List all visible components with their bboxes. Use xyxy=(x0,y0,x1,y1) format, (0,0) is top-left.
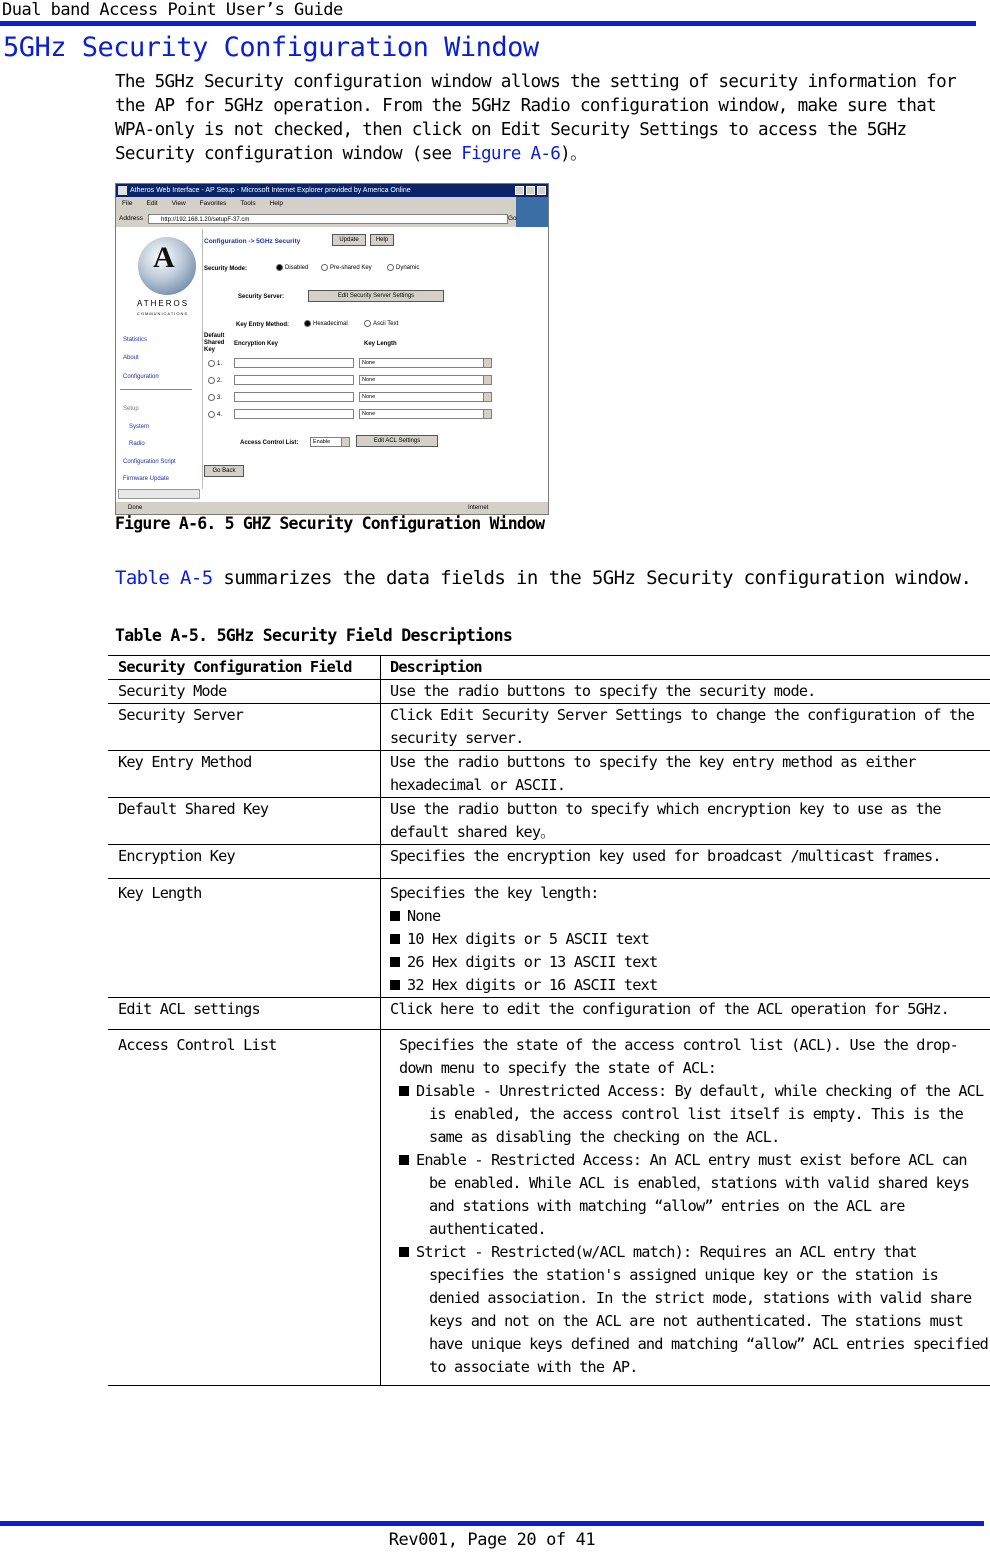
browser-logo-icon xyxy=(516,197,548,227)
acl-label: Access Control List: xyxy=(240,440,299,446)
list-item xyxy=(399,1241,990,1379)
key-number: 3. xyxy=(217,395,223,402)
key-length-select-3[interactable] xyxy=(359,392,492,402)
menu-favorites[interactable]: Favorites xyxy=(199,200,227,207)
status-done: Done xyxy=(128,505,143,511)
encryption-key-input-3[interactable] xyxy=(234,392,354,402)
intro-text-before: The 5GHz Security configuration window allows the setting of security information for the AP for 5GHz operation. From the 5GHz Radio configuration window, make sure that WPA-only is not checked, then click on Edit Security Settings to access the 5GHz Security configuration window (see xyxy=(115,72,956,164)
page-footer: Rev001, Page 20 of 41 xyxy=(388,1530,596,1550)
go-button[interactable]: Go xyxy=(508,215,517,222)
intro-text-after: )。 xyxy=(560,144,587,164)
field-name: Key Length xyxy=(108,879,381,998)
breadcrumb: Configuration -> 5GHz Security xyxy=(204,238,301,245)
table-row xyxy=(108,1030,990,1386)
key-row-1[interactable] xyxy=(208,360,222,367)
radio-icon xyxy=(208,360,215,367)
table-row xyxy=(108,998,990,1030)
key-number: 4. xyxy=(217,412,223,419)
ascii-label: Ascii Text xyxy=(373,321,399,328)
key-number: 1. xyxy=(217,361,223,368)
edit-security-server-button[interactable]: Edit Security Server Settings xyxy=(308,290,444,302)
encryption-key-input-1[interactable] xyxy=(234,358,354,368)
chevron-down-icon xyxy=(341,438,349,446)
table-link[interactable]: Table A-5 xyxy=(115,567,213,589)
intro-paragraph xyxy=(115,70,985,166)
footer-rule xyxy=(0,1521,984,1526)
mode-dynamic-radio[interactable] xyxy=(387,264,419,271)
help-button[interactable]: Help xyxy=(370,234,394,246)
field-description-list xyxy=(381,879,990,998)
key-row-4[interactable] xyxy=(208,411,222,418)
list-item xyxy=(390,974,990,997)
list-intro: Specifies the state of the access control list (ACL). Use the drop-down menu to specify the state of ACL: xyxy=(399,1036,959,1077)
minimize-icon[interactable] xyxy=(515,186,524,195)
key-length-select-1[interactable] xyxy=(359,358,492,368)
list-intro: Specifies the key length: xyxy=(390,884,599,902)
list-item-text: Disable - Unrestricted Access: By default, while checking of the ACL is enabled, the access control list itself is empty. This is the same as disabling the checking on the ACL. xyxy=(416,1082,984,1146)
screenshot-figure xyxy=(115,183,549,515)
field-description: Use the radio buttons to specify the security mode. xyxy=(381,680,990,704)
key-length-value: None xyxy=(362,394,376,400)
mode-disabled-radio[interactable] xyxy=(276,264,308,271)
nav-system[interactable]: System xyxy=(129,424,150,430)
list-item xyxy=(399,1080,990,1149)
menu-view[interactable]: View xyxy=(171,200,186,207)
list-item-text: None xyxy=(407,907,441,925)
address-label: Address xyxy=(119,215,143,222)
document-header-title: Dual band Access Point User’s Guide xyxy=(2,0,343,20)
hex-radio[interactable] xyxy=(304,320,348,327)
column-header-description: Description xyxy=(381,656,990,680)
table-header-row xyxy=(108,656,990,680)
key-length-value: None xyxy=(362,411,376,417)
status-internet: Internet xyxy=(468,505,489,511)
browser-menubar xyxy=(116,197,548,211)
table-row xyxy=(108,879,990,998)
field-descriptions-table xyxy=(108,655,990,1386)
key-length-select-4[interactable] xyxy=(359,409,492,419)
bullet-square-icon xyxy=(399,1155,409,1165)
nav-statistics[interactable]: Statistics xyxy=(123,337,148,343)
list-item xyxy=(399,1149,990,1241)
sidebar xyxy=(118,229,200,489)
mode-preshared-label: Pre-shared Key xyxy=(330,265,372,272)
menu-file[interactable]: File xyxy=(122,200,133,207)
acl-select[interactable] xyxy=(310,437,350,447)
list-item xyxy=(390,905,990,928)
table-caption: Table A-5. 5GHz Security Field Descriptions xyxy=(115,626,513,645)
field-description: Specifies the encryption key used for broadcast /multicast frames. xyxy=(381,845,990,879)
close-icon[interactable] xyxy=(537,186,546,195)
nav-about[interactable]: About xyxy=(123,355,139,361)
key-length-select-2[interactable] xyxy=(359,375,492,385)
chevron-down-icon xyxy=(483,393,491,401)
key-row-3[interactable] xyxy=(208,394,222,401)
sidebar-separator xyxy=(202,229,203,489)
bullet-square-icon xyxy=(390,980,400,990)
figure-link[interactable]: Figure A-6 xyxy=(461,144,561,164)
radio-icon xyxy=(364,320,371,327)
list-item-text: Enable - Restricted Access: An ACL entry must exist before ACL can be enabled. While ACL is enabled，stations with valid shared keys and stations with matching “allow” entries on the ACL are authenticated. xyxy=(416,1151,970,1238)
field-name: Access Control List xyxy=(108,1030,381,1386)
acl-value: Enable xyxy=(313,439,331,445)
key-number: 2. xyxy=(217,378,223,385)
list-item-text: Strict - Restricted(w/ACL match): Requires an ACL entry that specifies the station's assigned unique key or the station is denied association. In the strict mode, stations with valid share keys and not on the ACL are not authenticated. The stations must have unique keys defined and matching “allow” ACL entries specified to associate with the AP. xyxy=(416,1243,989,1376)
encryption-key-input-2[interactable] xyxy=(234,375,354,385)
column-header-field: Security Configuration Field xyxy=(108,656,381,680)
nav-radio[interactable]: Radio xyxy=(129,441,145,447)
mode-dynamic-label: Dynamic xyxy=(396,265,420,272)
field-name: Encryption Key xyxy=(108,845,381,879)
radio-icon xyxy=(208,377,215,384)
nav-configuration[interactable]: Configuration xyxy=(123,374,159,380)
field-description-list xyxy=(381,1030,990,1386)
figure-caption: Figure A-6. 5 GHZ Security Configuration Window xyxy=(115,514,545,533)
field-name: Edit ACL settings xyxy=(108,998,381,1030)
field-description: Use the radio buttons to specify the key entry method as either hexadecimal or ASCII. xyxy=(381,751,990,798)
summary-text: summarizes the data fields in the 5GHz Security configuration window. xyxy=(212,567,972,589)
mode-preshared-radio[interactable] xyxy=(321,264,372,271)
menu-help[interactable]: Help xyxy=(269,200,283,207)
bullet-square-icon xyxy=(390,957,400,967)
logo-subtext: COMMUNICATIONS xyxy=(137,311,189,316)
key-length-value: None xyxy=(362,360,376,366)
radio-icon xyxy=(208,411,215,418)
radio-icon xyxy=(208,394,215,401)
table-row xyxy=(108,704,990,751)
table-row xyxy=(108,798,990,845)
bullet-square-icon xyxy=(399,1247,409,1257)
radio-selected-icon xyxy=(276,264,283,271)
hex-label: Hexadecimal xyxy=(313,321,348,328)
go-back-button[interactable]: Go Back xyxy=(204,465,244,477)
edit-acl-button[interactable]: Edit ACL Settings xyxy=(356,435,438,447)
bullet-square-icon xyxy=(390,934,400,944)
security-server-label: Security Server: xyxy=(238,294,285,300)
field-description: Click Edit Security Server Settings to change the configuration of the security server. xyxy=(381,704,990,751)
update-button[interactable]: Update xyxy=(332,234,366,246)
key-length-header: Key Length xyxy=(364,341,397,347)
key-row-2[interactable] xyxy=(208,377,222,384)
table-row xyxy=(108,845,990,879)
browser-icon xyxy=(118,186,127,195)
address-input[interactable]: http://192.168.1.20/setupF-37.cm xyxy=(148,214,508,224)
chevron-down-icon xyxy=(483,376,491,384)
maximize-icon[interactable] xyxy=(526,186,535,195)
summary-paragraph xyxy=(115,567,971,589)
key-length-value: None xyxy=(362,377,376,383)
key-entry-label: Key Entry Method: xyxy=(236,322,290,328)
browser-statusbar xyxy=(116,502,548,514)
radio-selected-icon xyxy=(304,320,311,327)
logo-a-glyph: A xyxy=(153,241,175,274)
horizontal-scrollbar[interactable] xyxy=(118,489,200,499)
mode-disabled-label: Disabled xyxy=(285,265,309,272)
menu-tools[interactable]: Tools xyxy=(240,200,256,207)
address-bar xyxy=(116,211,516,227)
table-row xyxy=(108,680,990,704)
encryption-key-header: Encryption Key xyxy=(234,341,279,347)
ascii-radio[interactable] xyxy=(364,320,398,327)
security-mode-label: Security Mode: xyxy=(204,266,248,272)
browser-titlebar xyxy=(116,184,548,197)
radio-icon xyxy=(321,264,328,271)
bullet-square-icon xyxy=(390,911,400,921)
field-name: Key Entry Method xyxy=(108,751,381,798)
list-item-text: 10 Hex digits or 5 ASCII text xyxy=(407,930,649,948)
browser-window-title: Atheros Web Interface - AP Setup - Microsoft Internet Explorer provided by America Online xyxy=(130,187,411,194)
list-item xyxy=(390,951,990,974)
section-title: 5GHz Security Configuration Window xyxy=(3,32,539,63)
chevron-down-icon xyxy=(483,359,491,367)
default-shared-key-label: Default Shared Key xyxy=(204,333,225,353)
nav-setup: Setup xyxy=(123,406,139,412)
list-item-text: 32 Hex digits or 16 ASCII text xyxy=(407,976,658,994)
encryption-key-input-4[interactable] xyxy=(234,409,354,419)
nav-configuration-script[interactable]: Configuration Script xyxy=(123,459,176,465)
field-name: Security Mode xyxy=(108,680,381,704)
nav-firmware-update[interactable]: Firmware Update xyxy=(123,476,170,482)
list-item xyxy=(390,928,990,951)
field-description: Use the radio button to specify which encryption key to use as the default shared key。 xyxy=(381,798,990,845)
table-row xyxy=(108,751,990,798)
nav-divider xyxy=(120,389,192,390)
field-name: Security Server xyxy=(108,704,381,751)
radio-icon xyxy=(387,264,394,271)
list-item-text: 26 Hex digits or 13 ASCII text xyxy=(407,953,658,971)
header-rule xyxy=(0,21,976,26)
logo-text: ATHEROS xyxy=(137,299,190,308)
field-description: Click here to edit the configuration of the ACL operation for 5GHz. xyxy=(381,998,990,1030)
field-name: Default Shared Key xyxy=(108,798,381,845)
bullet-square-icon xyxy=(399,1086,409,1096)
chevron-down-icon xyxy=(483,410,491,418)
menu-edit[interactable]: Edit xyxy=(146,200,158,207)
